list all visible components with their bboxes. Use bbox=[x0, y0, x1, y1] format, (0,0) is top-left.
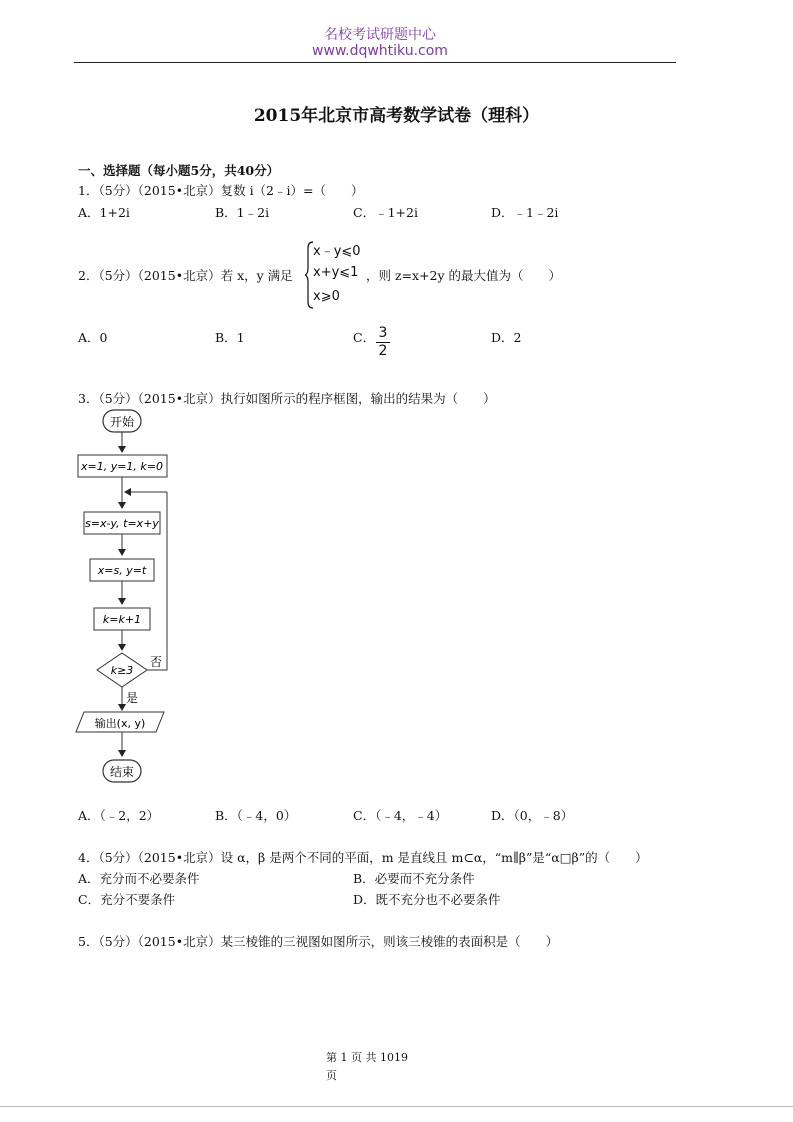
inequality-1: x﹣y⩽0 bbox=[313, 244, 361, 259]
document-title: 2015年北京市高考数学试卷（理科） bbox=[253, 106, 540, 126]
site-name: 名校考试研题中心 bbox=[324, 27, 436, 43]
question-2-option-d: D．2 bbox=[491, 330, 522, 345]
flowchart-init-label: x=1, y=1, k=0 bbox=[80, 460, 164, 473]
question-3-option-d: D．（0，﹣8） bbox=[491, 808, 574, 823]
question-4-option-d: D．既不充分也不必要条件 bbox=[353, 892, 501, 907]
fraction-three-halves bbox=[376, 326, 390, 359]
bottom-divider bbox=[0, 1106, 793, 1107]
question-1-option-d: D．﹣1﹣2i bbox=[491, 205, 559, 220]
flowchart-decision-label: k≥3 bbox=[110, 664, 134, 677]
site-url[interactable]: www.dqwhtiku.com bbox=[312, 43, 448, 59]
question-2-option-a: A．0 bbox=[78, 330, 108, 345]
question-4-option-a: A．充分而不必要条件 bbox=[78, 871, 200, 886]
question-1-option-a: A．1+2i bbox=[78, 205, 130, 220]
inequality-2: x+y⩽1 bbox=[313, 265, 359, 280]
flowchart-output-label: 输出(x, y) bbox=[94, 717, 146, 730]
flowchart-step1-label: s=x-y, t=x+y bbox=[85, 517, 159, 530]
flowchart-no-label: 否 bbox=[150, 655, 163, 669]
flowchart bbox=[70, 405, 190, 790]
fraction-numerator: 3 bbox=[378, 325, 388, 341]
question-4-option-b: B．必要而不充分条件 bbox=[353, 871, 475, 886]
flowchart-step3-label: k=k+1 bbox=[102, 613, 142, 626]
question-1-option-c: C．﹣1+2i bbox=[353, 205, 418, 220]
section-heading: 一、选择题（每小题5分，共40分） bbox=[78, 163, 280, 178]
page-number-line1: 第 1 页 共 1019 bbox=[326, 1051, 408, 1064]
inequality-3: x⩾0 bbox=[313, 289, 340, 304]
flowchart-yes-label: 是 bbox=[126, 691, 139, 705]
flowchart-step2-label: x=s, y=t bbox=[97, 564, 147, 577]
flowchart-start-label: 开始 bbox=[109, 415, 135, 429]
question-4-option-c: C．充分不要条件 bbox=[78, 892, 176, 907]
question-2-stem-post: ，则 z=x+2y 的最大值为（ ） bbox=[366, 268, 562, 283]
question-2-stem-pre: 2．（5分）（2015•北京）若 x，y 满足 bbox=[78, 268, 293, 283]
question-2-option-c: C． bbox=[353, 330, 376, 345]
page-number-line2: 页 bbox=[326, 1069, 337, 1082]
question-4-stem: 4．（5分）（2015•北京）设 α，β 是两个不同的平面，m 是直线且 m⊂α，“m∥β”是“α□β”的（ ） bbox=[78, 850, 648, 865]
question-2-option-b: B．1 bbox=[215, 330, 245, 345]
question-3-option-a: A．（﹣2，2） bbox=[78, 808, 160, 823]
flowchart-end-label: 结束 bbox=[109, 765, 135, 779]
question-3-stem: 3．（5分）（2015•北京）执行如图所示的程序框图，输出的结果为（ ） bbox=[78, 391, 496, 406]
question-3-option-c: C．（﹣4，﹣4） bbox=[353, 808, 448, 823]
fraction-denominator: 2 bbox=[378, 343, 388, 359]
question-3-option-b: B．（﹣4，0） bbox=[215, 808, 297, 823]
question-1-option-b: B．1﹣2i bbox=[215, 205, 270, 220]
header-divider bbox=[74, 62, 676, 63]
question-1-stem: 1．（5分）（2015•北京）复数 i（2﹣i）=（ ） bbox=[78, 183, 364, 198]
question-5-stem: 5．（5分）（2015•北京）某三棱锥的三视图如图所示，则该三棱锥的表面积是（ ） bbox=[78, 934, 559, 949]
